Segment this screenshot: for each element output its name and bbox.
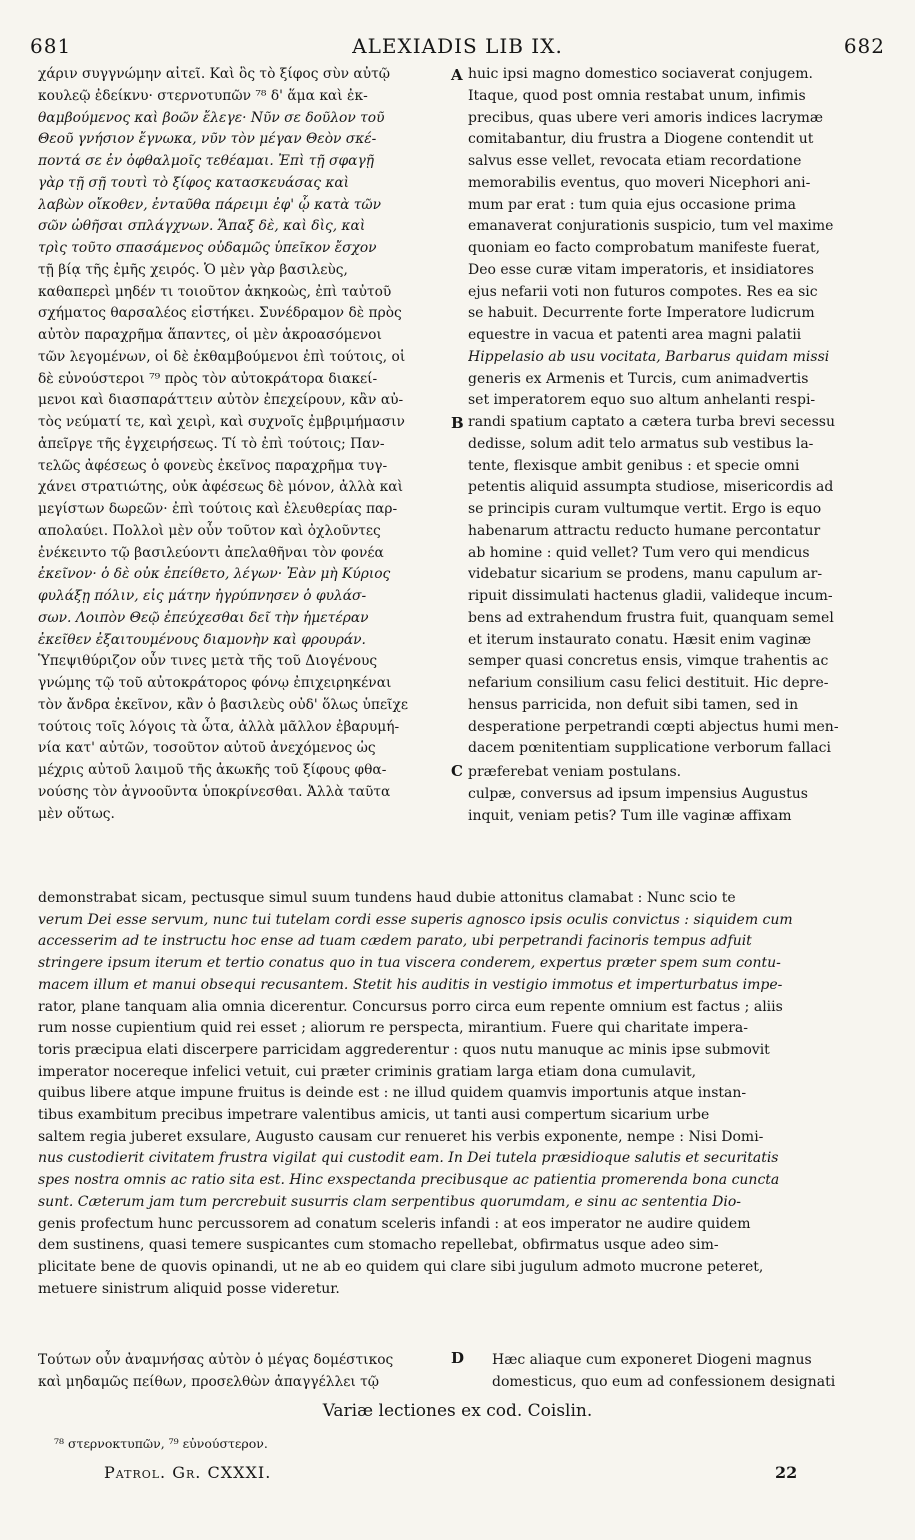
latin-text-line: inquit, veniam petis? Tum ille vaginæ affixam: [468, 807, 792, 824]
full-text-line: toris præcipua elati discerpere parricidam aggrederentur : quos nutu manuque ac minis ipse submovit: [38, 1041, 770, 1058]
latin-text-line: Itaque, quod post omnia restabat unum, infimis: [468, 87, 806, 104]
greek-text-line: τῶν λεγομένων, οἱ δὲ ἐκθαμβούμενοι ἐπὶ τούτοις, οἱ: [38, 348, 406, 365]
full-text-line: plicitate bene de quovis opinandi, ut ne ab eo quidem qui clare sibi jugulum admoto mucrone peteret,: [38, 1258, 764, 1275]
greek-text-line: απολαύει. Πολλοὶ μὲν οὖν τοῦτον καὶ ὀχλοῦντες: [38, 522, 381, 539]
latin-text-line: se habuit. Decurrente forte Imperatore ludicrum: [468, 305, 815, 322]
full-text-line: metuere sinistrum aliquid posse videretur.: [38, 1280, 340, 1297]
greek-text-line: τῇ βίᾳ τῆς ἐμῆς χειρός. Ὁ μὲν γὰρ βασιλεὺς,: [38, 261, 348, 278]
running-header: [30, 34, 885, 60]
latin-text-line: nefarium consilium casu felici destituit. Hic depre-: [468, 675, 829, 691]
latin-text-line: habenarum attractu reducto humane percontatur: [468, 522, 821, 539]
latin-continuation-line: domesticus, quo eum ad confessionem designati: [492, 1374, 836, 1390]
greek-text-line: αὐτὸν παραχρῆμα ἅπαντες, οἱ μὲν ἀκροασόμενοι: [38, 327, 382, 343]
latin-text-line: ab homine : quid vellet? Tum vero qui mendicus: [468, 544, 810, 561]
greek-text-line: ἐνέκειντο τῷ βασιλεύοντι ἀπελαθῆναι τὸν φονέα: [38, 544, 384, 561]
greek-column: [38, 64, 450, 825]
full-text-line: tibus exambitum precibus impetrare valentibus amicis, ut tanti ausi compertum sicarium urbe: [38, 1107, 710, 1124]
greek-text-line: χάνει στρατιώτης, οὐκ ἀφέσεως δὲ μόνον, ἀλλὰ καὶ: [38, 479, 404, 496]
margin-marker-d: D: [451, 1349, 465, 1367]
latin-continuation-line: Hæc aliaque cum exponeret Diogeni magnus: [492, 1352, 812, 1368]
latin-text-line: salvus esse vellet, revocata etiam recordatione: [468, 153, 802, 169]
latin-text-line: mum par erat : tum quia ejus occasione prima: [468, 196, 796, 213]
greek-text-line: μεγίστων δωρεῶν· ἐπὶ τούτοις καὶ ἐλευθερίας παρ-: [38, 501, 398, 517]
latin-text-line: desperatione perpetrandi cœpti abjectus humi men-: [468, 718, 839, 735]
header-title: ALEXIADIS LIB IX.: [352, 34, 563, 58]
full-text-line: rator, plane tanquam alia omnia dicerentur. Concursus porro circa eum repente omnium est factus ; aliis: [38, 998, 783, 1015]
greek-text-line: χάριν συγγνώμην αἰτεῖ. Καὶ ὃς τὸ ξίφος σὺν αὐτῷ: [38, 66, 391, 82]
latin-text-line: præferebat veniam postulans.: [468, 764, 682, 780]
latin-text-line: generis ex Armenis et Turcis, cum animadvertis: [468, 370, 809, 387]
latin-text-line: Deo esse curæ vitam imperatoris, et insidiatores: [468, 261, 814, 278]
greek-text-line: νούσης τὸν ἀγνοοῦντα ὑποκρίνεσθαι. Ἀλλὰ ταῦτα: [38, 783, 391, 800]
greek-text-line: τρὶς τοῦτο σπασάμενος οὐδαμῶς ὑπεῖκον ἔσχον: [38, 240, 377, 256]
greek-text-line: γνώμης τῷ τοῦ αὐτοκράτορος φόνῳ ἐπιχειρηκέναι: [38, 675, 392, 691]
latin-column: [468, 64, 880, 827]
latin-text-line: ejus nefarii voti non futuros compotes. Res ea sic: [468, 283, 818, 300]
latin-text-line: equestre in vacua et patenti area magni palatii: [468, 327, 802, 343]
greek-text-line: ποντά σε ἐν ὀφθαλμοῖς τεθέαμαι. Ἐπὶ τῇ σφαγῇ: [38, 153, 374, 169]
latin-text-line: bens ad extrahendum frustra fuit, quanquam semel: [468, 609, 834, 626]
greek-text-line: ἀπεῖργε τῆς ἐγχειρήσεως. Τί τὸ ἐπὶ τούτοις; Παν-: [38, 435, 385, 452]
full-text-line: quibus libere atque impune fruitus is deinde est : ne illud quidem quamvis importunis atque instan-: [38, 1085, 747, 1102]
greek-text-line: τούτοις τοῖς λόγοις τὰ ὦτα, ἀλλὰ μᾶλλον ἐβαρυμή-: [38, 718, 400, 735]
latin-text-line: huic ipsi magno domestico sociaverat conjugem.: [468, 66, 813, 82]
latin-continuation: [492, 1349, 880, 1393]
footnote: ⁷⁸ στερνοκτυπῶν, ⁷⁹ εὐνούστερον.: [54, 1436, 268, 1451]
greek-text-line: τὸς νεύματί τε, καὶ χειρὶ, καὶ συχνοῖς ἐμβριμήμασιν: [38, 414, 405, 430]
greek-text-line: Ὑπεψιθύριζον οὖν τινες μετὰ τῆς τοῦ Διογένους: [38, 653, 378, 670]
latin-text-line: randi spatium captato a cætera turba brevi secessu: [468, 414, 835, 430]
margin-marker-a: A: [451, 66, 463, 84]
greek-text-line: μὲν οὕτως.: [38, 805, 115, 822]
latin-text-line: quoniam eo facto comprobatum manifeste fuerat,: [468, 240, 821, 256]
greek-text-line: τὸν ἄνδρα ἐκεῖνον, κἂν ὁ βασιλεὺς οὐδ' ὅλως ὑπεῖχε: [38, 696, 409, 713]
latin-text-line: petentis aliquid assumpta studiose, misericordis ad: [468, 479, 834, 496]
greek-text-line: ἐκεῖθεν ἐξαιτουμένους διαμονὴν καὶ φρουράν.: [38, 631, 366, 648]
greek-text-line: σῶν ὠθῆσαι σπλάγχνων. Ἅπαξ δὲ, καὶ δὶς, καὶ: [38, 218, 366, 235]
latin-text-line: et iterum instaurato conatu. Hæsit enim vaginæ: [468, 631, 812, 648]
greek-text-line: δὲ εὐνούστεροι ⁷⁹ πρὸς τὸν αὐτοκράτορα διακεί-: [38, 370, 378, 387]
full-text-line: verum Dei esse servum, nunc tui tutelam cordi esse superis agnosco ipsis oculis convictus : siquidem cum: [38, 911, 793, 928]
full-text-line: macem illum et manui obsequi recusantem. Stetit his auditis in vestigio immotus et imperturbatus impe-: [38, 976, 783, 993]
latin-text-line: se principis curam vultumque vertit. Ergo is equo: [468, 501, 822, 517]
latin-text-line: videbatur sicarium se prodens, manu capulum ar-: [468, 566, 823, 583]
greek-text-line: σχήματος θαρσαλέος εἱστήκει. Συνέδραμον δὲ πρὸς: [38, 305, 402, 322]
patrologia-signature: Patrol. Gr. CXXXI.: [104, 1463, 272, 1482]
latin-text-line: emanaverat conjurationis suspicio, tum vel maxime: [468, 218, 834, 235]
variae-lectiones-heading: Variæ lectiones ex cod. Coislin.: [322, 1401, 593, 1421]
greek-text-line: καθαπερεὶ μηδέν τι τοιοῦτον ἀκηκοὼς, ἐπὶ ταὐτοῦ: [38, 283, 392, 300]
greek-continuation-line: Τούτων οὖν ἀναμνήσας αὐτὸν ὁ μέγας δομέστικος: [38, 1352, 394, 1368]
latin-text-line: ripuit dissimulati hactenus gladii, valideque incum-: [468, 588, 833, 604]
full-text-line: saltem regia juberet exsulare, Augusto causam cur renueret his verbis exponente, nempe : Nisi Domi-: [38, 1128, 764, 1145]
greek-text-line: μέχρις αὐτοῦ λαιμοῦ τῆς ἀκωκῆς τοῦ ξίφους φθα-: [38, 762, 387, 778]
header-right-page-number: 682: [843, 34, 885, 58]
full-text-line: imperator nocereque infelici vetuit, cui præter criminis gratiam larga etiam dona cumulavit,: [38, 1063, 697, 1080]
full-text-line: spes nostra omnis ac ratio sita est. Hinc exspectanda precibusque ac patientia promerenda bona cuncta: [38, 1172, 780, 1189]
full-text-line: genis profectum hunc percussorem ad conatum sceleris infandi : at eos imperator ne audire quidem: [38, 1215, 751, 1232]
full-text-line: accesserim ad te instructu hoc ense ad tuam cædem parato, ubi perpetrandi facinoris tempus adfuit: [38, 933, 752, 950]
full-text-line: dem sustinens, quasi temere suspicantes cum stomacho repellebat, obfirmatus usque adeo sim-: [38, 1237, 719, 1254]
greek-text-line: φυλάξῃ πόλιν, εἰς μάτην ἠγρύπνησεν ὁ φυλάσ-: [38, 588, 367, 604]
latin-text-line: Hippelasio ab usu vocitata, Barbarus quidam missi: [468, 348, 830, 365]
latin-text-line: dedisse, solum adit telo armatus sub vestibus la-: [468, 435, 814, 452]
full-text-line: stringere ipsum iterum et tertio conatus quo in tua viscera conderem, expertus præter spem sum contu-: [38, 955, 781, 972]
greek-text-line: μενοι καὶ διασπαράττειν αὐτὸν ἐπεχείρουν, κἂν αὐ-: [38, 392, 404, 409]
greek-text-line: νία κατ' αὐτῶν, τοσοῦτον αὐτοῦ ἀνεχόμενος ὡς: [38, 740, 376, 757]
signature-page-number: 22: [775, 1463, 798, 1482]
greek-text-line: τελῶς ἀφέσεως ὁ φονεὺς ἐκεῖνος παραχρῆμα τυγ-: [38, 457, 388, 474]
latin-text-line: hensus parricida, non defuit sibi tamen, sed in: [468, 696, 799, 713]
margin-marker-b: B: [451, 414, 464, 432]
greek-text-line: σων. Λοιπὸν Θεῷ ἐπεύχεσθαι δεῖ τὴν ἡμετέραν: [38, 609, 369, 626]
latin-text-line: semper quasi concretus ensis, vimque trahentis ac: [468, 653, 829, 670]
greek-text-line: λαβὼν οἴκοθεν, ἐνταῦθα πάρειμι ἐφ' ᾧ κατὰ τῶν: [38, 196, 382, 213]
margin-marker-c: C: [451, 762, 463, 780]
latin-text-line: tente, flexisque ambit genibus : et specie omni: [468, 457, 800, 474]
latin-text-line: dacem pœnitentiam supplicatione verborum fallaci: [468, 740, 831, 757]
full-text-line: nus custodierit civitatem frustra vigilat qui custodit eam. In Dei tutela præsidioque salutis et securitatis: [38, 1150, 779, 1167]
latin-text-line: culpæ, conversus ad ipsum impensius Augustus: [468, 785, 808, 802]
greek-text-line: θαμβούμενος καὶ βοῶν ἔλεγε· Νῦν σε δοῦλον τοῦ: [38, 109, 385, 126]
greek-text-line: Θεοῦ γνήσιον ἔγνωκα, νῦν τὸν μέγαν Θεὸν σκέ-: [38, 131, 377, 148]
greek-text-line: κουλεῷ ἐδείκνυ· στερνοτυπῶν ⁷⁸ δ' ἅμα καὶ ἐκ-: [38, 87, 368, 104]
latin-text-line: memorabilis eventus, quo moveri Nicephori ani-: [468, 174, 811, 191]
full-text-line: sunt. Cæterum jam tum percrebuit susurris clam serpentibus quorumdam, e sinu ac sententia Dio-: [38, 1193, 742, 1210]
greek-text-line: γὰρ τῇ σῇ τουτὶ τὸ ξίφος κατασκευάσας καὶ: [38, 174, 350, 191]
greek-continuation: [38, 1349, 450, 1393]
greek-text-line: ἐκεῖνον· ὁ δὲ οὐκ ἐπείθετο, λέγων· Ἐὰν μὴ Κύριος: [38, 566, 391, 583]
greek-continuation-line: καὶ μηδαμῶς πείθων, προσελθὼν ἀπαγγέλλει τῷ: [38, 1374, 380, 1390]
full-text-line: demonstrabat sicam, pectusque simul suum tundens haud dubie attonitus clamabat : Nunc scio te: [38, 890, 736, 906]
header-left-page-number: 681: [30, 34, 72, 58]
full-text-line: rum nosse cupientium quid rei esset ; aliorum re perspecta, mirantium. Fuere qui charitate impera-: [38, 1020, 748, 1037]
latin-text-line: set imperatorem equo suo altum anhelanti respi-: [468, 392, 816, 409]
latin-text-line: precibus, quas ubere veri amoris indices lacrymæ: [468, 109, 824, 126]
latin-text-line: comitabantur, diu frustra a Diogene contendit ut: [468, 131, 814, 148]
full-width-latin-text: [38, 888, 880, 1300]
